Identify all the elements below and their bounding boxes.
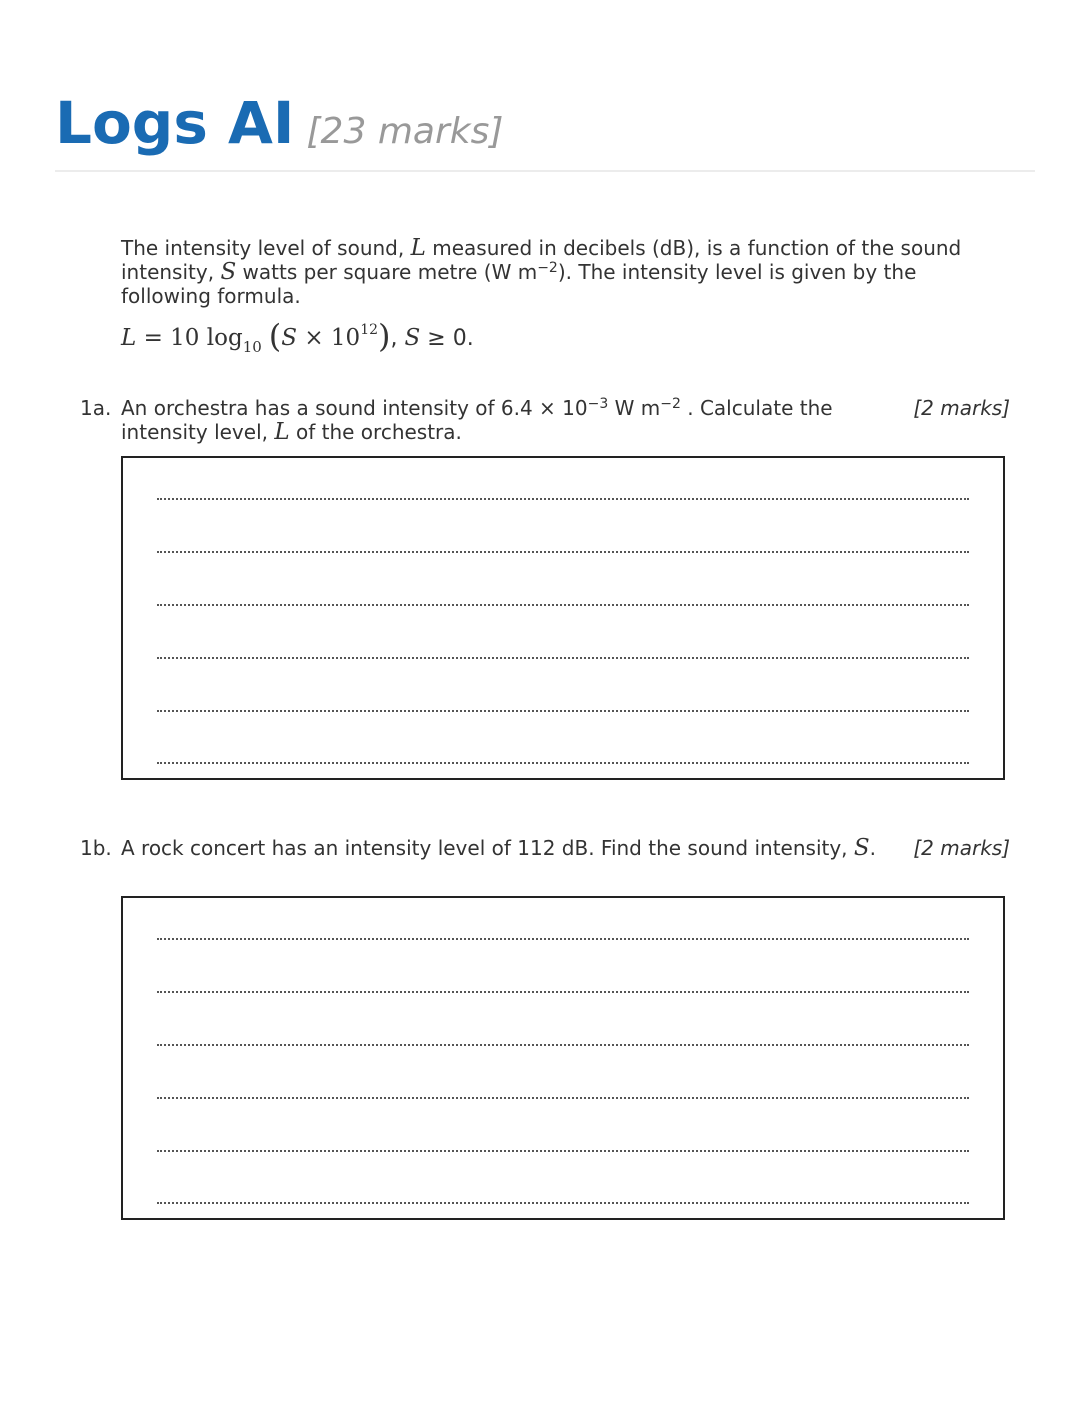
answer-line xyxy=(157,657,969,659)
answer-line xyxy=(157,710,969,712)
variable-L: L xyxy=(410,235,426,261)
answer-line xyxy=(157,1044,969,1046)
q1a-exponent-1: −3 xyxy=(587,396,609,412)
formula-log-base: 10 xyxy=(242,338,262,356)
question-text xyxy=(121,836,886,860)
q1a-text-4: of the orchestra. xyxy=(289,420,462,444)
question-stem xyxy=(121,236,1011,308)
title-text: Logs AI xyxy=(55,89,295,157)
total-marks: [23 marks] xyxy=(306,111,504,152)
q1a-variable: L xyxy=(274,419,290,445)
formula-lhs: L xyxy=(121,325,137,351)
answer-line xyxy=(157,762,969,764)
unit-exponent: −2 xyxy=(537,260,558,276)
intensity-formula xyxy=(121,318,1021,356)
stem-text-4: ). The intensity level is given by the following formula. xyxy=(121,260,917,308)
stem-text-3: watts per square metre (W m xyxy=(236,260,538,284)
q1a-text-3: . Calculate the intensity level, xyxy=(121,396,833,444)
stem-text-1: The intensity level of sound, xyxy=(121,236,411,260)
answer-line xyxy=(157,1202,969,1204)
page-header xyxy=(55,88,1035,172)
answer-box-1a[interactable] xyxy=(121,456,1005,780)
formula-tail-var: S xyxy=(404,325,421,351)
question-marks: [2 marks] xyxy=(913,396,1010,420)
formula-tail-text: ≥ 0. xyxy=(420,326,474,351)
formula-arg-var: S xyxy=(281,325,298,351)
question-text xyxy=(121,396,886,444)
q1a-exponent-2: −2 xyxy=(660,396,681,412)
answer-line xyxy=(157,1097,969,1099)
variable-S: S xyxy=(220,259,237,285)
answer-line xyxy=(157,991,969,993)
formula-paren-close: ) xyxy=(378,317,391,355)
formula-argument xyxy=(281,325,360,351)
q1b-text-1: A rock concert has an intensity level of 112 dB. Find the sound intensity, xyxy=(121,836,854,860)
formula-arg-exponent: 12 xyxy=(360,322,379,338)
q1a-text-2: W m xyxy=(608,396,661,420)
q1b-variable: S xyxy=(853,835,870,861)
question-number: 1b. xyxy=(80,836,112,860)
question-number: 1a. xyxy=(80,396,112,420)
page-title xyxy=(55,88,503,167)
formula-eq: = 10 log xyxy=(136,325,243,351)
question-marks: [2 marks] xyxy=(913,836,1010,860)
question-1b xyxy=(80,836,1015,886)
answer-line xyxy=(157,498,969,500)
answer-box-1b[interactable] xyxy=(121,896,1005,1220)
q1b-text-2: . xyxy=(869,836,877,860)
formula-paren-open: ( xyxy=(268,317,282,355)
formula-comma: , xyxy=(390,326,405,351)
answer-line xyxy=(157,604,969,606)
answer-line xyxy=(157,938,969,940)
answer-line xyxy=(157,551,969,553)
stem-text-2: measured in decibels (dB), is a function of the sound intensity, xyxy=(121,236,962,284)
formula-arg-rest: × 10 xyxy=(297,325,361,351)
q1a-text-1: An orchestra has a sound intensity of 6.4 × 10 xyxy=(121,396,588,420)
answer-line xyxy=(157,1150,969,1152)
question-1a xyxy=(80,396,1015,446)
